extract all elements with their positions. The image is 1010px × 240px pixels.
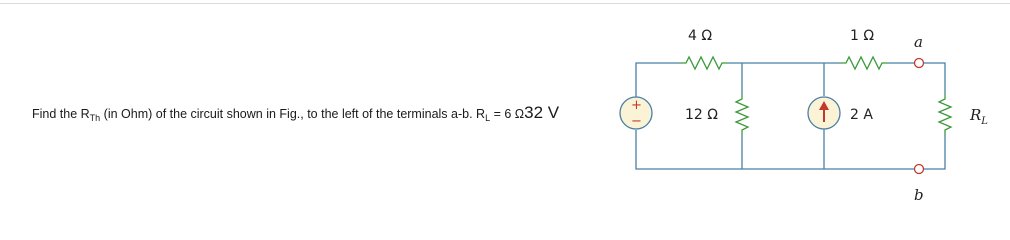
resistor-load [939,94,951,135]
wire-load-to-b [924,135,946,169]
question-part-1: Find the R [32,107,90,121]
terminal-b-node [915,165,924,174]
label-2-amp: 2 A [850,107,873,123]
wire-a-to-load [924,63,946,94]
question-th-subscript: Th [89,113,101,123]
voltage-minus-sign: − [631,114,642,129]
label-terminal-a: a [914,33,923,51]
question-part-2: (in Ohm) of the circuit shown in Fig., to the left of the terminals a-b. R [100,107,486,121]
wire-bottom [636,130,915,169]
resistor-4-ohm [680,57,728,69]
question-l-subscript: L [485,113,491,123]
label-12-ohm: 12 Ω [685,107,718,123]
question-omega: Ω [514,107,525,121]
question-part-3: = 6 [490,107,515,121]
question-voltage: 32 V [524,103,560,122]
resistor-12-ohm [736,94,748,135]
terminal-a-node [915,59,924,68]
wire-top-left [636,63,680,97]
label-load-main: R [970,106,982,124]
label-1-ohm: 1 Ω [850,28,875,44]
label-terminal-b: b [914,186,924,204]
label-4-ohm: 4 Ω [688,28,713,44]
resistor-1-ohm [840,57,888,69]
label-load-sub: L [981,116,988,127]
voltage-plus-sign: + [631,98,642,113]
label-load [969,106,988,127]
